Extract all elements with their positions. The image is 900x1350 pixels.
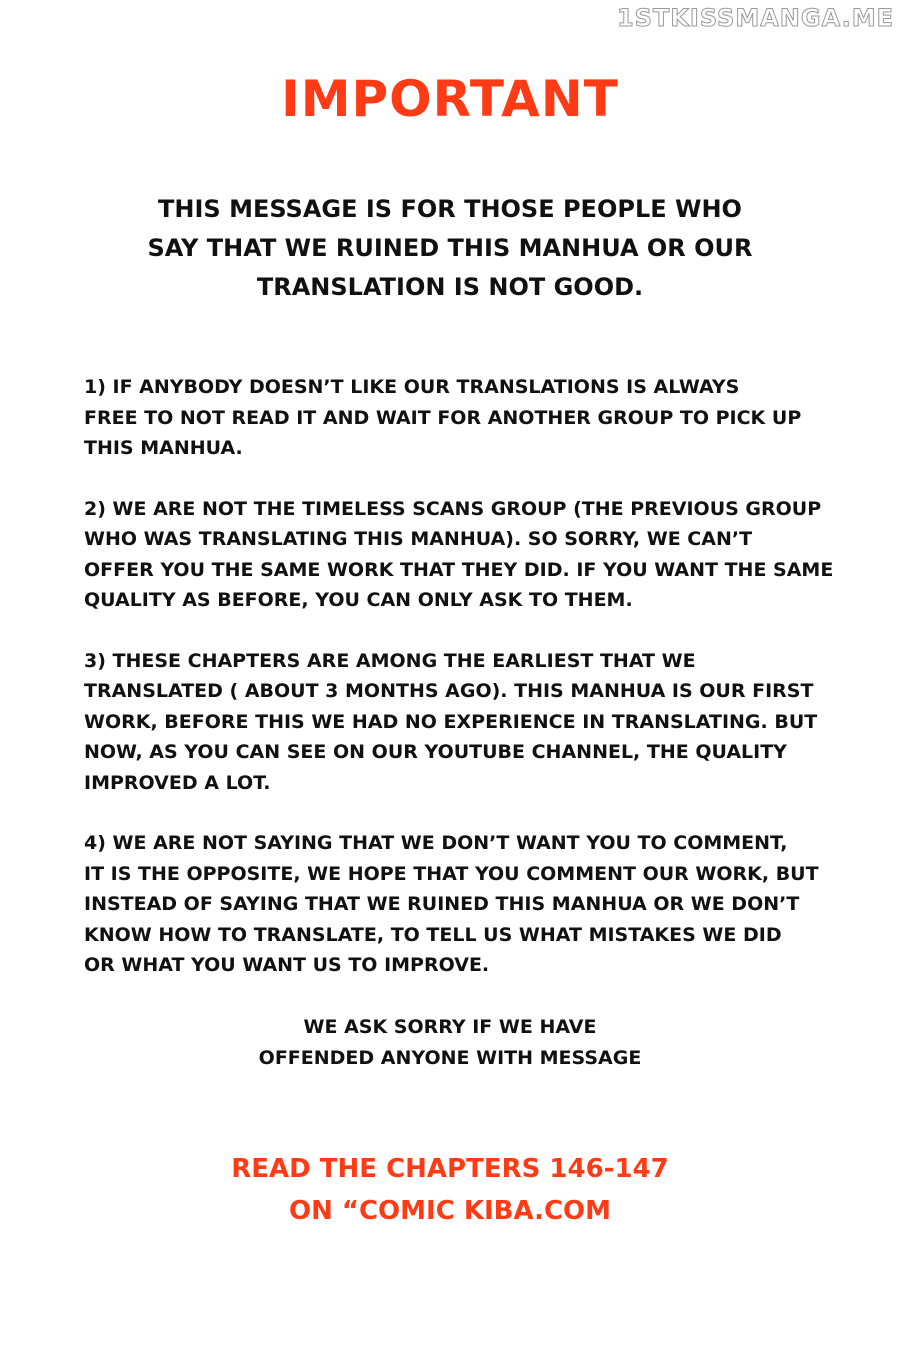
point-line: IT IS THE OPPOSITE, WE HOPE THAT YOU COMMENT OUR WORK, BUT (84, 862, 819, 885)
page-title: IMPORTANT (281, 70, 619, 128)
intro-message (100, 190, 800, 307)
apology-line: OFFENDED ANYONE WITH MESSAGE (258, 1047, 642, 1069)
point-line: OFFER YOU THE SAME WORK THAT THEY DID. IF YOU WANT THE SAME (84, 558, 834, 581)
point-line: WHO WAS TRANSLATING THIS MANHUA). SO SORRY, WE CAN’T (84, 528, 753, 550)
intro-line: TRANSLATION IS NOT GOOD. (256, 273, 644, 301)
apology-message (150, 1012, 750, 1074)
read-more-line: READ THE CHAPTERS 146-147 (231, 1154, 669, 1184)
point-line: THIS MANHUA. (84, 437, 243, 459)
point-line: 2) WE ARE NOT THE TIMELESS SCANS GROUP (THE PREVIOUS GROUP (84, 497, 822, 520)
point-line: WORK, BEFORE THIS WE HAD NO EXPERIENCE IN TRANSLATING. BUT (84, 710, 818, 733)
point-2 (84, 494, 834, 616)
read-more-line: ON “COMIC KIBA.COM (288, 1196, 612, 1226)
point-line: INSTEAD OF SAYING THAT WE RUINED THIS MANHUA OR WE DON’T (84, 893, 800, 915)
point-line: 3) THESE CHAPTERS ARE AMONG THE EARLIEST THAT WE (84, 649, 696, 672)
intro-line: SAY THAT WE RUINED THIS MANHUA OR OUR (147, 234, 753, 262)
point-line: FREE TO NOT READ IT AND WAIT FOR ANOTHER GROUP TO PICK UP (84, 406, 802, 429)
apology-line: WE ASK SORRY IF WE HAVE (303, 1016, 597, 1038)
point-line: IMPROVED A LOT. (84, 771, 271, 794)
point-line: KNOW HOW TO TRANSLATE, TO TELL US WHAT MISTAKES WE DID (84, 923, 782, 946)
points-list (84, 372, 834, 1011)
point-line: QUALITY AS BEFORE, YOU CAN ONLY ASK TO THEM. (84, 589, 633, 611)
point-line: 4) WE ARE NOT SAYING THAT WE DON’T WANT YOU TO COMMENT, (84, 832, 788, 854)
read-more-notice (150, 1148, 750, 1232)
point-4 (84, 828, 824, 981)
point-1 (84, 372, 824, 464)
point-line: NOW, AS YOU CAN SEE ON OUR YOUTUBE CHANNEL, THE QUALITY (84, 741, 787, 763)
point-line: 1) IF ANYBODY DOESN’T LIKE OUR TRANSLATIONS IS ALWAYS (84, 376, 740, 398)
watermark-text: 1STKISSMANGA.ME (616, 4, 894, 32)
point-3 (84, 646, 824, 799)
point-line: OR WHAT YOU WANT US TO IMPROVE. (84, 954, 490, 976)
point-line: TRANSLATED ( ABOUT 3 MONTHS AGO). THIS MANHUA IS OUR FIRST (84, 680, 814, 702)
intro-line: THIS MESSAGE IS FOR THOSE PEOPLE WHO (158, 195, 742, 223)
